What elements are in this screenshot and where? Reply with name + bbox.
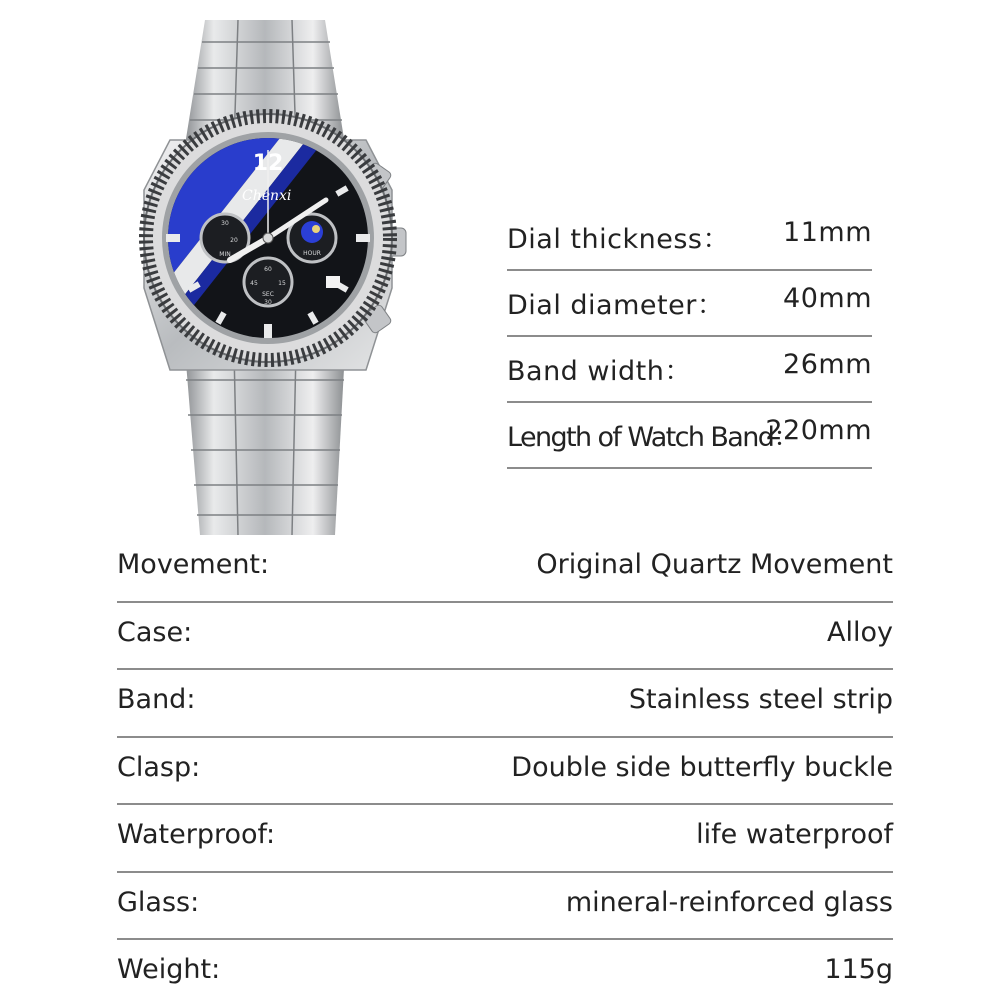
- spec-row: [117, 603, 893, 671]
- spec-row: [117, 873, 893, 941]
- spec-row: [117, 940, 893, 1008]
- svg-text:HOUR: HOUR: [303, 250, 321, 257]
- dimension-value: 220mm: [765, 415, 872, 446]
- dimension-row: [507, 271, 872, 337]
- dimension-label: Dial diameter：: [507, 290, 725, 321]
- spec-value: Alloy: [827, 616, 893, 648]
- spec-label: Clasp:: [117, 751, 201, 783]
- svg-text:SEC: SEC: [262, 291, 274, 298]
- svg-text:20: 20: [230, 237, 238, 244]
- moonphase: [301, 221, 323, 243]
- spec-label: Band:: [117, 684, 196, 715]
- spec-row: [117, 738, 893, 806]
- dimensions-table: [507, 205, 872, 469]
- svg-text:MIN: MIN: [219, 251, 231, 258]
- spec-label: Weight:: [117, 954, 221, 985]
- spec-row: [117, 535, 893, 603]
- svg-text:45: 45: [250, 280, 258, 287]
- spec-label: Waterproof:: [117, 819, 276, 850]
- spec-value: mineral-reinforced glass: [565, 886, 893, 918]
- dimension-value: 11mm: [783, 217, 872, 248]
- brand-logo: Chenxi: [242, 188, 292, 204]
- spec-row: [117, 670, 893, 738]
- dimension-value: 40mm: [783, 283, 872, 314]
- dial-numeral-12: 12: [252, 151, 284, 176]
- lower-band: [185, 350, 345, 535]
- dimension-value: 26mm: [783, 349, 872, 380]
- svg-text:60: 60: [264, 266, 272, 273]
- svg-text:15: 15: [278, 280, 286, 287]
- svg-text:30: 30: [264, 299, 272, 306]
- dimension-label: Dial thickness：: [507, 224, 730, 255]
- spec-label: Case:: [117, 616, 193, 648]
- spec-value: life waterproof: [696, 819, 893, 850]
- spec-value: Original Quartz Movement: [536, 549, 893, 580]
- dimension-row: [507, 205, 872, 271]
- date-window: [326, 276, 340, 288]
- specs-table: [117, 535, 893, 1008]
- dimension-row: [507, 403, 872, 469]
- spec-value: Double side butterfly buckle: [511, 751, 893, 783]
- spec-value: 115g: [824, 954, 893, 985]
- spec-row: [117, 805, 893, 873]
- spec-label: Glass:: [117, 886, 200, 918]
- spec-value: Stainless steel strip: [628, 684, 893, 715]
- dimension-row: [507, 337, 872, 403]
- svg-text:30: 30: [221, 220, 229, 227]
- dimension-label: Band width：: [507, 356, 692, 387]
- spec-label: Movement:: [117, 549, 270, 580]
- dimension-label: Length of Watch Band：: [507, 422, 799, 453]
- watch-photo: [130, 20, 420, 535]
